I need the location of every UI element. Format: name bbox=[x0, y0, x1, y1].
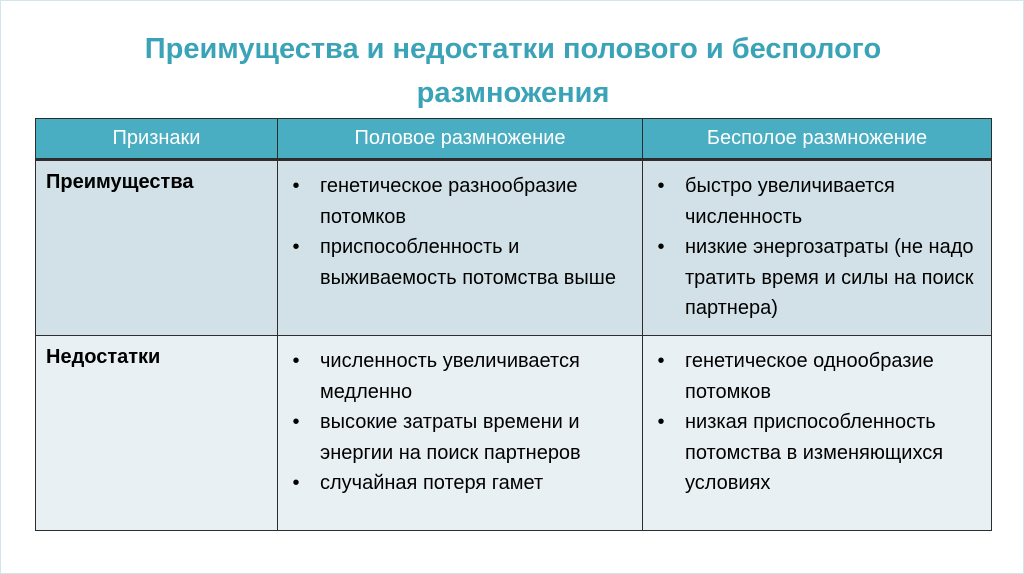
list-item-text: быстро увеличивается численность bbox=[685, 175, 895, 228]
list-item bbox=[286, 232, 634, 293]
table-row-disadvantages bbox=[36, 336, 992, 531]
list-item bbox=[651, 407, 983, 499]
row-label-disadvantages: Недостатки bbox=[36, 336, 278, 531]
comparison-table bbox=[35, 118, 992, 531]
bullet-icon: • bbox=[657, 175, 665, 197]
list-advantages-asexual bbox=[651, 171, 983, 324]
header-asexual-reproduction: Бесполое размножение bbox=[643, 119, 992, 160]
list-item bbox=[651, 171, 983, 232]
page-title-line-2: размножения bbox=[416, 77, 610, 109]
list-item-text: высокие затраты времени и энергии на поиск партнеров bbox=[320, 411, 581, 464]
bullet-icon: • bbox=[657, 350, 665, 372]
list-item bbox=[286, 468, 634, 499]
bullet-icon: • bbox=[292, 472, 300, 494]
table-row-advantages bbox=[36, 160, 992, 336]
list-item bbox=[286, 407, 634, 468]
cell-disadvantages-asexual bbox=[643, 336, 992, 531]
list-item-text: генетическое однообразие потомков bbox=[685, 350, 934, 403]
list-item bbox=[286, 171, 634, 232]
list-item bbox=[651, 346, 983, 407]
list-item-text: приспособленность и выживаемость потомства выше bbox=[320, 236, 616, 289]
header-features: Признаки bbox=[36, 119, 278, 160]
list-item bbox=[651, 232, 983, 324]
table-header-row bbox=[36, 119, 992, 160]
bullet-icon: • bbox=[292, 411, 300, 433]
cell-advantages-asexual bbox=[643, 160, 992, 336]
list-disadvantages-sexual bbox=[286, 346, 634, 499]
page-title bbox=[41, 27, 985, 115]
list-item-text: низкая приспособленность потомства в изменяющихся условиях bbox=[685, 411, 944, 494]
list-item-text: численность увеличивается медленно bbox=[320, 350, 580, 403]
list-advantages-sexual bbox=[286, 171, 634, 293]
bullet-icon: • bbox=[292, 236, 300, 258]
list-item-text: низкие энергозатраты (не надо тратить время и силы на поиск партнера) bbox=[685, 236, 974, 319]
header-sexual-reproduction: Половое размножение bbox=[278, 119, 643, 160]
list-item bbox=[286, 346, 634, 407]
bullet-icon: • bbox=[657, 236, 665, 258]
list-disadvantages-asexual bbox=[651, 346, 983, 499]
list-item-text: генетическое разнообразие потомков bbox=[320, 175, 578, 228]
list-item-text: случайная потеря гамет bbox=[320, 472, 544, 494]
cell-advantages-sexual bbox=[278, 160, 643, 336]
bullet-icon: • bbox=[657, 411, 665, 433]
bullet-icon: • bbox=[292, 350, 300, 372]
bullet-icon: • bbox=[292, 175, 300, 197]
row-label-advantages: Преимущества bbox=[36, 160, 278, 336]
page-title-line-1: Преимущества и недостатки полового и бесполого bbox=[144, 33, 882, 65]
cell-disadvantages-sexual bbox=[278, 336, 643, 531]
